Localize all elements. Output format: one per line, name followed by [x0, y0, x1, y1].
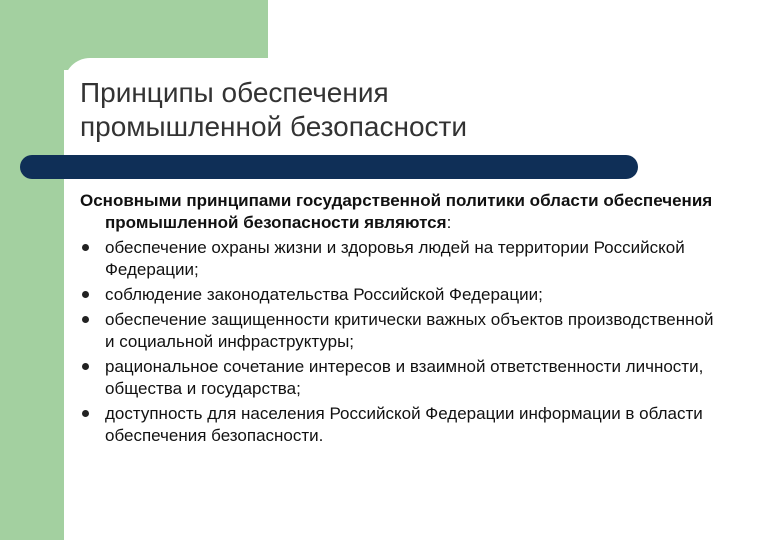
list-item-text: обеспечение защищенности критически важных объектов производственной и социальной инфраструктуры; — [105, 310, 714, 351]
list-item-text: обеспечение охраны жизни и здоровья людей на территории Российской Федерации; — [105, 238, 685, 279]
list-item-text: рациональное сочетание интересов и взаимной ответственности личности, общества и государства; — [105, 357, 704, 398]
list-item — [80, 309, 720, 353]
slide-title — [80, 76, 680, 144]
intro-colon: : — [446, 213, 452, 232]
list-item-text: доступность для населения Российской Федерации информации в области обеспечения безопасности. — [105, 404, 703, 445]
bullet-dot-icon — [82, 291, 89, 298]
title-line-2: промышленной безопасности — [80, 111, 467, 142]
slide-body — [80, 190, 720, 450]
green-side-band — [0, 0, 64, 540]
intro-paragraph — [80, 190, 720, 234]
list-item — [80, 237, 720, 281]
bullet-dot-icon — [82, 410, 89, 417]
list-item-text: соблюдение законодательства Российской Федерации; — [105, 285, 543, 304]
title-divider-bar — [20, 155, 638, 179]
list-item — [80, 284, 720, 306]
title-line-1: Принципы обеспечения — [80, 77, 389, 108]
bullet-dot-icon — [82, 316, 89, 323]
bullet-dot-icon — [82, 363, 89, 370]
bullet-dot-icon — [82, 244, 89, 251]
principles-list — [80, 237, 720, 447]
list-item — [80, 403, 720, 447]
intro-text: Основными принципами государственной политики области обеспечения промышленной безопасности являются — [80, 191, 713, 232]
list-item — [80, 356, 720, 400]
